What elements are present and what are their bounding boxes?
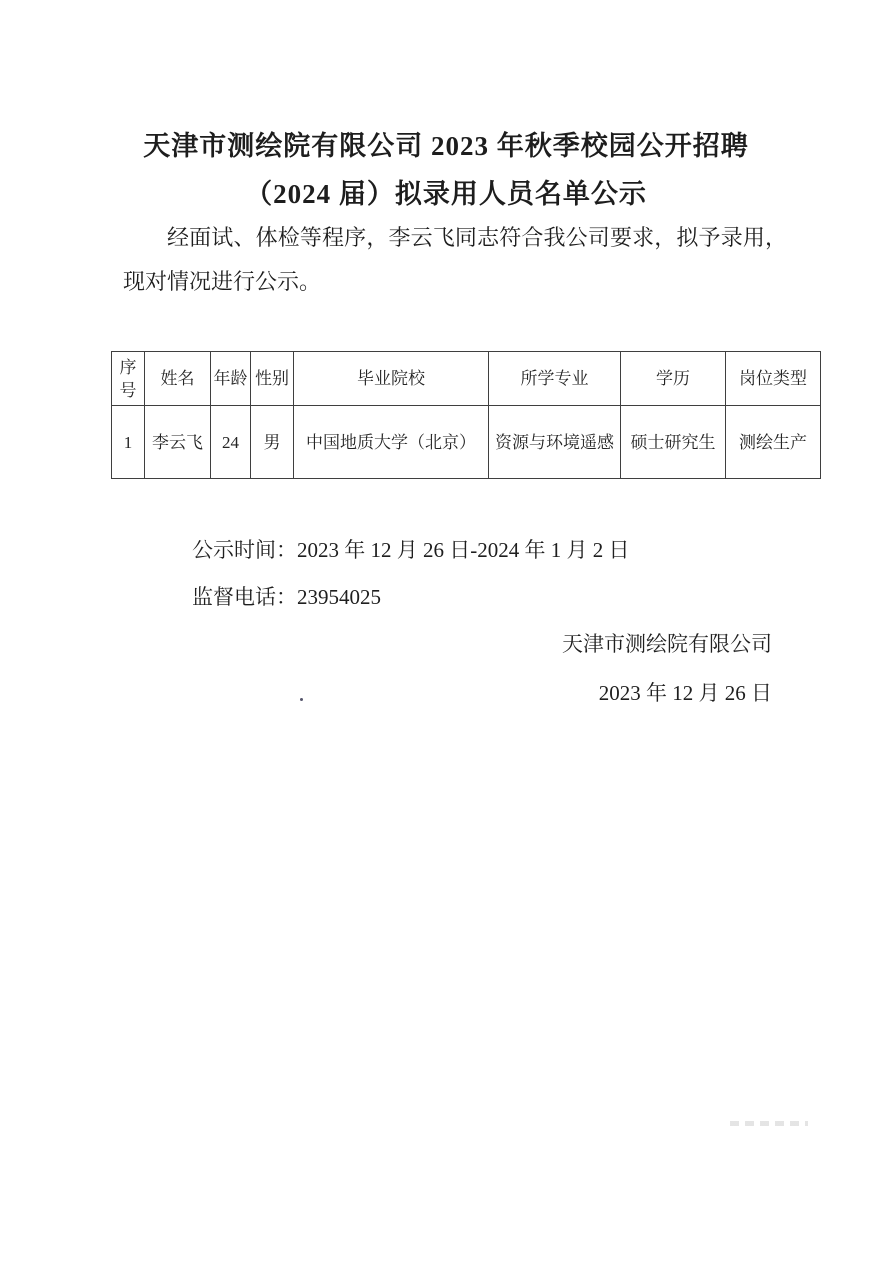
cell-major: 资源与环境遥感 — [489, 406, 621, 479]
supervision-phone-value: 23954025 — [297, 585, 381, 609]
header-name: 姓名 — [145, 352, 211, 406]
signature-company: 天津市测绘院有限公司 — [562, 632, 772, 656]
scan-speck-artifact — [300, 698, 303, 701]
header-university: 毕业院校 — [294, 352, 489, 406]
signature-date: 2023 年 12 月 26 日 — [598, 681, 772, 705]
header-degree: 学历 — [621, 352, 726, 406]
header-position-type: 岗位类型 — [726, 352, 821, 406]
scan-smudge-artifact — [730, 1121, 808, 1126]
body-paragraph: 经面试、体检等程序，李云飞同志符合我公司要求，拟予录用，现对情况进行公示。 — [123, 225, 787, 294]
publicity-time-value: 2023 年 12 月 26 日-2024 年 1 月 2 日 — [297, 538, 630, 562]
table-row — [112, 406, 821, 479]
supervision-phone-label: 监督电话： — [192, 585, 297, 609]
cell-gender: 男 — [251, 406, 294, 479]
header-major: 所学专业 — [489, 352, 621, 406]
candidate-roster-table — [111, 351, 821, 479]
document-title-line-2: （2024 届）拟录用人员名单公示 — [245, 179, 647, 209]
header-age: 年龄 — [211, 352, 251, 406]
supervision-phone-line — [192, 581, 381, 611]
publicity-time-label: 公示时间： — [192, 538, 297, 562]
cell-position-type: 测绘生产 — [726, 406, 821, 479]
cell-index: 1 — [112, 406, 145, 479]
cell-age: 24 — [211, 406, 251, 479]
header-index: 序号 — [112, 352, 145, 406]
cell-name: 李云飞 — [145, 406, 211, 479]
publicity-time-line — [192, 534, 630, 564]
header-gender: 性别 — [251, 352, 294, 406]
cell-degree: 硕士研究生 — [621, 406, 726, 479]
cell-university: 中国地质大学（北京） — [294, 406, 489, 479]
table-header-row — [112, 352, 821, 406]
document-title-line-1: 天津市测绘院有限公司 2023 年秋季校园公开招聘 — [143, 131, 749, 161]
